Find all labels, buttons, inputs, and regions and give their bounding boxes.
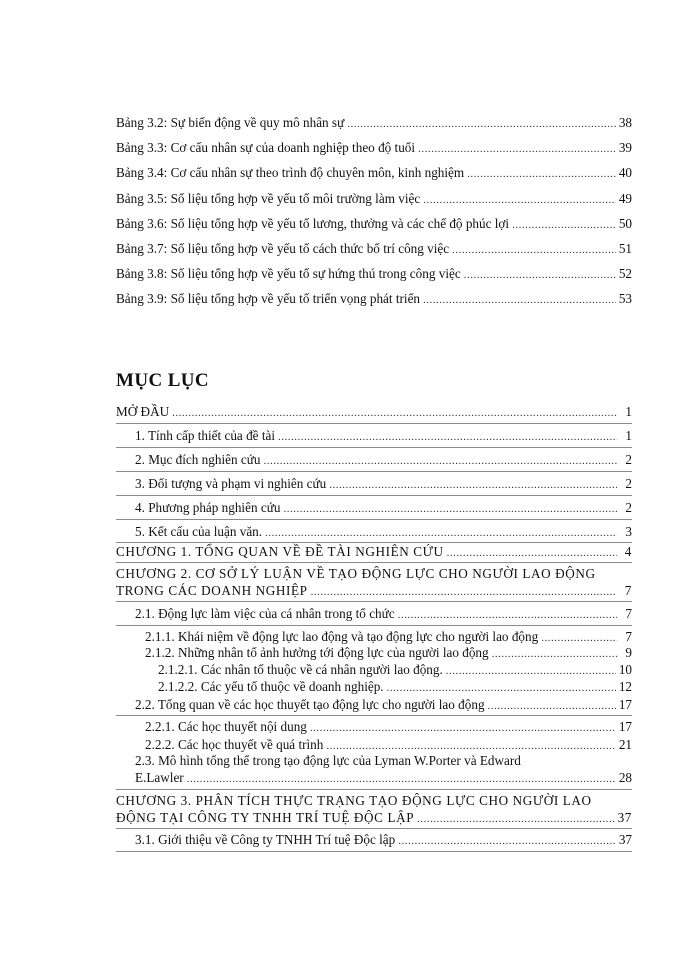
dot-leader xyxy=(398,833,616,849)
separator xyxy=(116,601,632,602)
separator xyxy=(116,851,632,852)
toc-entry[interactable]: E.Lawler ..... 28 xyxy=(135,770,632,787)
toc-entry[interactable]: 1. Tính cấp thiết của đề tài ..... 1 xyxy=(135,428,632,445)
table-entry[interactable]: Bảng 3.3: Cơ cấu nhân sự của doanh nghiệp theo độ tuổi ..... 39 xyxy=(116,140,632,157)
dot-leader xyxy=(447,545,617,561)
dot-leader xyxy=(310,720,616,736)
dot-leader xyxy=(541,630,617,646)
separator xyxy=(116,828,632,829)
separator xyxy=(116,542,632,543)
toc-entry-chapter-line1[interactable]: CHƯƠNG 2. CƠ SỞ LÝ LUẬN VỀ TẠO ĐỘNG LỰC CHO NGƯỜI LAO ĐỘNG xyxy=(116,566,596,581)
separator xyxy=(116,423,632,424)
dot-leader xyxy=(492,646,617,662)
dot-leader xyxy=(398,607,617,623)
dot-leader xyxy=(278,429,617,445)
toc-entry[interactable]: 3.1. Giới thiệu về Công ty TNHH Trí tuệ Độc lập ..... 37 xyxy=(135,832,632,849)
toc-entry[interactable]: 2.1.1. Khái niệm về động lực lao động và tạo động lực cho người lao động ..... 7 xyxy=(145,629,632,646)
dot-leader xyxy=(418,141,616,157)
dot-leader xyxy=(387,680,616,696)
dot-leader xyxy=(187,771,616,787)
toc-entry-chapter[interactable]: CHƯƠNG 1. TỔNG QUAN VỀ ĐỀ TÀI NGHIÊN CỨU ..... 4 xyxy=(116,544,632,561)
dot-leader xyxy=(464,267,616,283)
separator xyxy=(116,495,632,496)
dot-leader xyxy=(172,405,617,421)
toc-entry-chapter[interactable]: ĐỘNG TẠI CÔNG TY TNHH TRÍ TUỆ ĐỘC LẬP ..... 37 xyxy=(116,810,632,827)
separator xyxy=(116,519,632,520)
dot-leader xyxy=(347,116,616,132)
dot-leader xyxy=(467,166,616,182)
toc-entry[interactable]: 2.1.2.1. Các nhân tố thuộc về cá nhân người lao động. ..... 10 xyxy=(158,662,632,679)
separator xyxy=(116,715,632,716)
separator xyxy=(116,562,632,563)
dot-leader xyxy=(263,453,617,469)
dot-leader xyxy=(283,501,617,517)
dot-leader xyxy=(417,811,614,827)
toc-entry[interactable]: 2.2.1. Các học thuyết nội dung ..... 17 xyxy=(145,719,632,736)
separator xyxy=(116,789,632,790)
dot-leader xyxy=(512,217,616,233)
toc-entry[interactable]: 2.2. Tổng quan về các học thuyết tạo động lực cho người lao động ..... 17 xyxy=(135,697,632,714)
toc-entry[interactable]: 5. Kết cấu của luận văn. ..... 3 xyxy=(135,524,632,541)
toc-entry[interactable]: 2.2.2. Các học thuyết về quá trình ..... 21 xyxy=(145,737,632,754)
toc-entry[interactable]: MỞ ĐẦU ..... 1 xyxy=(116,404,632,421)
dot-leader xyxy=(311,584,617,600)
dot-leader xyxy=(265,525,617,541)
toc-entry[interactable]: 4. Phương pháp nghiên cứu ..... 2 xyxy=(135,500,632,517)
toc-entry[interactable]: 2.1.2. Những nhân tố ảnh hưởng tới động lực của người lao động ..... 9 xyxy=(145,645,632,662)
toc-entry[interactable]: 2.1.2.2. Các yếu tố thuộc về doanh nghiệp. ..... 12 xyxy=(158,679,632,696)
table-entry[interactable]: Bảng 3.6: Số liệu tổng hợp về yếu tố lương, thưởng và các chế độ phúc lợi ..... 50 xyxy=(116,216,632,233)
dot-leader xyxy=(488,698,616,714)
toc-entry-line1[interactable]: 2.3. Mô hình tổng thể trong tạo động lực của Lyman W.Porter và Edward xyxy=(135,753,521,768)
dot-leader xyxy=(452,242,616,258)
toc-entry-chapter-line1[interactable]: CHƯƠNG 3. PHÂN TÍCH THỰC TRẠNG TẠO ĐỘNG LỰC CHO NGƯỜI LAO xyxy=(116,793,592,808)
dot-leader xyxy=(446,663,616,679)
separator xyxy=(116,625,632,626)
dot-leader xyxy=(329,477,617,493)
dot-leader xyxy=(423,292,616,308)
table-entry[interactable]: Bảng 3.4: Cơ cấu nhân sự theo trình độ chuyên môn, kinh nghiệm ..... 40 xyxy=(116,165,632,182)
dot-leader xyxy=(326,738,615,754)
table-entry[interactable]: Bảng 3.7: Số liệu tổng hợp về yếu tố cách thức bố trí công việc ..... 51 xyxy=(116,241,632,258)
table-entry[interactable]: Bảng 3.5: Số liệu tổng hợp về yếu tố môi trường làm việc ..... 49 xyxy=(116,191,632,208)
separator xyxy=(116,447,632,448)
table-entry[interactable]: Bảng 3.9: Số liệu tổng hợp về yếu tố triển vọng phát triển ..... 53 xyxy=(116,291,632,308)
dot-leader xyxy=(423,192,616,208)
toc-entry[interactable]: 3. Đối tượng và phạm vi nghiên cứu ..... 2 xyxy=(135,476,632,493)
table-entry[interactable]: Bảng 3.8: Số liệu tổng hợp về yếu tố sự hứng thú trong công việc ..... 52 xyxy=(116,266,632,283)
toc-entry[interactable]: 2.1. Động lực làm việc của cá nhân trong tổ chức ..... 7 xyxy=(135,606,632,623)
separator xyxy=(116,471,632,472)
toc-title: MỤC LỤC xyxy=(116,370,210,391)
toc-entry-chapter[interactable]: TRONG CÁC DOANH NGHIỆP ..... 7 xyxy=(116,583,632,600)
table-entry[interactable]: Bảng 3.2: Sự biến động về quy mô nhân sự ..... 38 xyxy=(116,115,632,132)
toc-entry[interactable]: 2. Mục đích nghiên cứu ..... 2 xyxy=(135,452,632,469)
